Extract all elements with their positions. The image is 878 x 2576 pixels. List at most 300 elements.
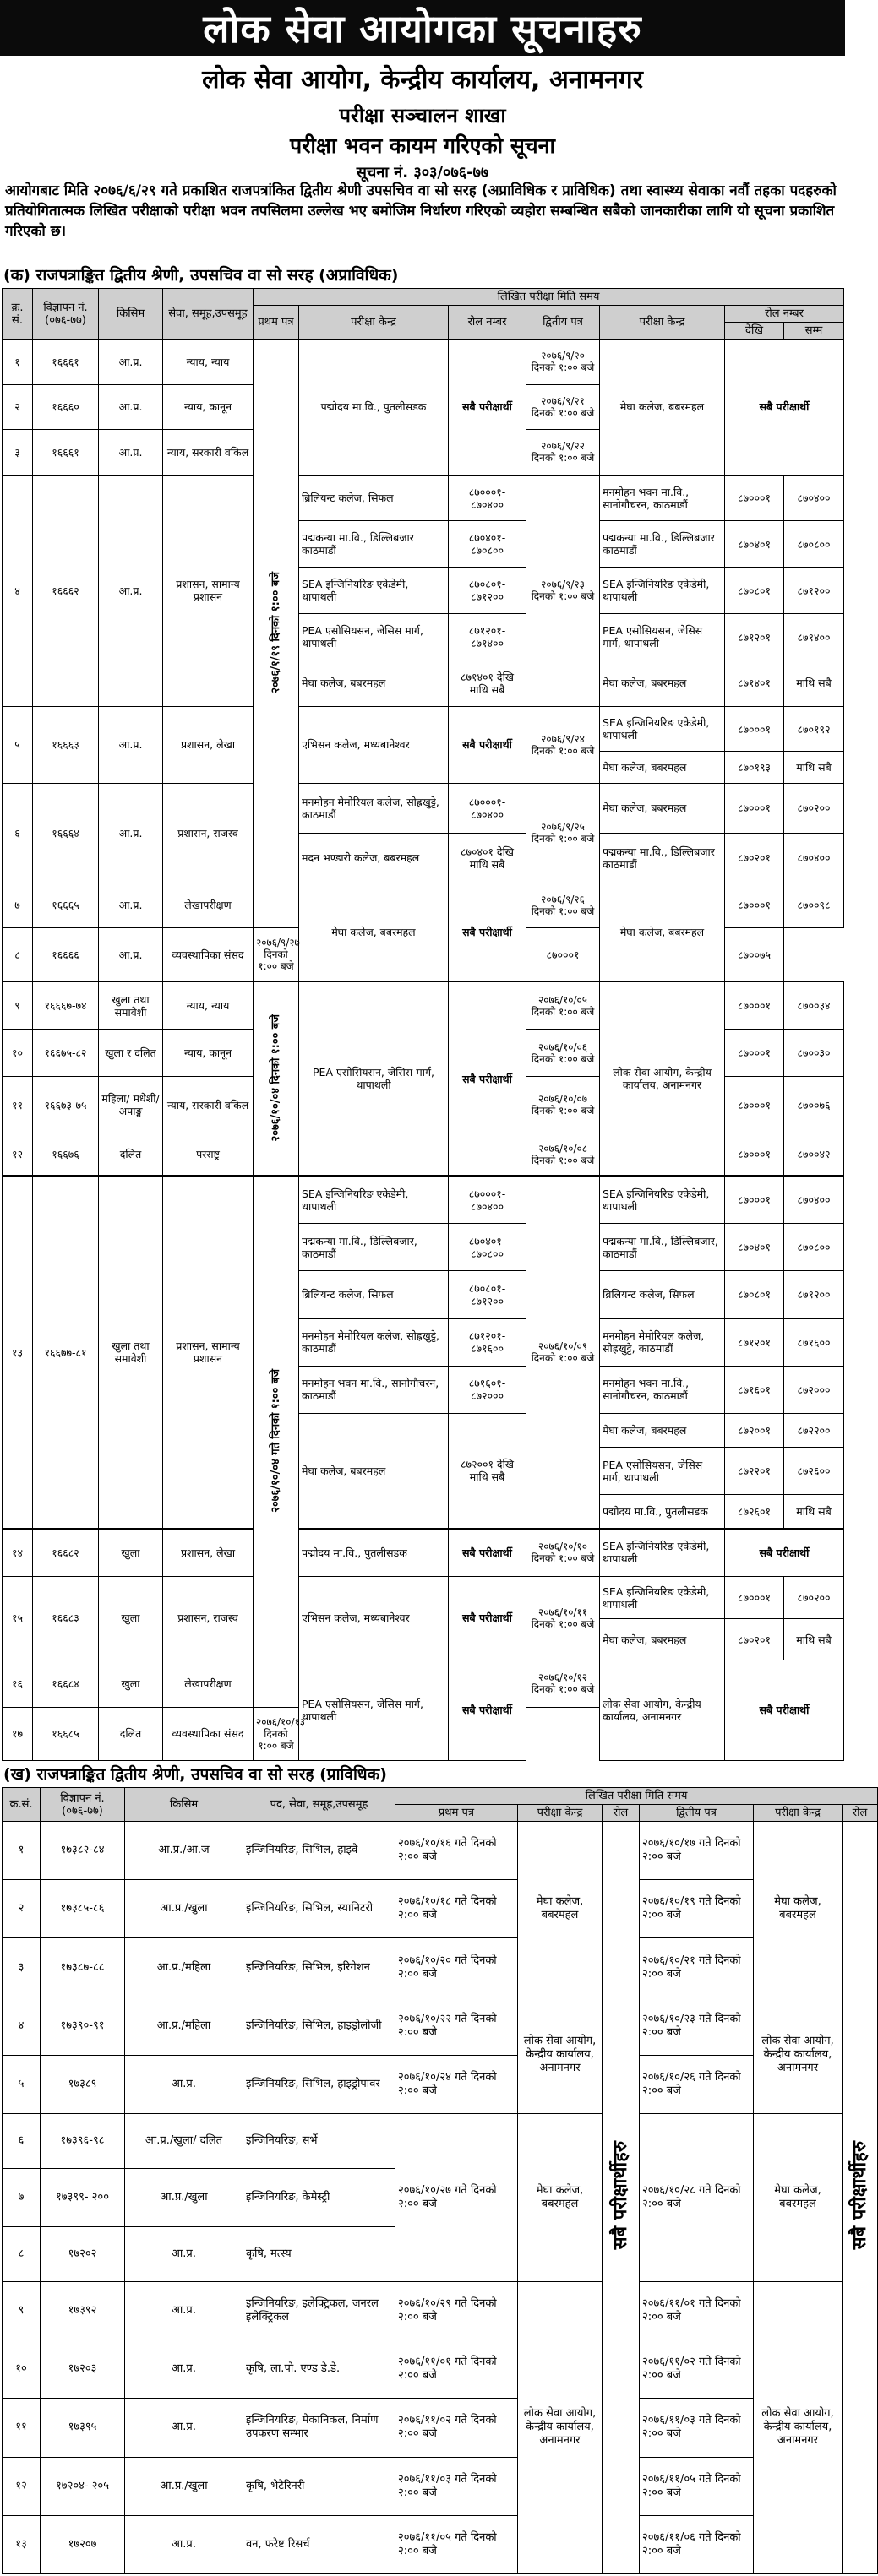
cell-roll-to: ८७००७६ bbox=[784, 1077, 844, 1133]
cell-roll-from: ८७०८०१ bbox=[725, 568, 784, 614]
cell-roll-to: ८७१४०० bbox=[784, 614, 844, 660]
cell-sn: १० bbox=[3, 2340, 41, 2399]
cell-center: मदन भण्डारी कलेज, बबरमहल bbox=[299, 833, 449, 883]
cell-center: पद्मोदय मा.वि., पुतलीसडक bbox=[299, 340, 449, 476]
cell-roll-from: ८७२६०१ bbox=[725, 1495, 784, 1529]
cell-roll2: सबै परीक्षार्थी bbox=[725, 1660, 844, 1760]
cell-paper2: २०७६/११/०१ गते दिनको २:०० बजे bbox=[640, 2281, 754, 2340]
cell-paper2: २०७६/१०/१३ दिनको १:०० बजे bbox=[254, 1707, 299, 1760]
cell-center: एभिसन कलेज, मध्यबानेश्वर bbox=[299, 1576, 449, 1660]
col-adv: विज्ञापन नं. (०७६-७७) bbox=[33, 289, 99, 340]
table-row bbox=[3, 2340, 878, 2399]
cell-roll: सबै परीक्षार्थी bbox=[449, 706, 526, 783]
cell-center: ब्रिलियन्ट कलेज, सिफल bbox=[299, 1271, 449, 1318]
cell-roll: सबै परीक्षार्थी bbox=[449, 981, 526, 1176]
cell-roll2: सबै परीक्षार्थी bbox=[725, 340, 844, 476]
col-adv: विज्ञापन नं. (०७६-७७) bbox=[41, 1788, 125, 1822]
col-roll-from: देखि bbox=[725, 323, 784, 340]
cell-paper2: २०७६/१०/१० दिनको १:०० बजे bbox=[526, 1529, 600, 1576]
cell-service: कृषि, ला.पो. एण्ड डे.डे. bbox=[243, 2340, 395, 2399]
cell-sn: १५ bbox=[3, 1576, 33, 1660]
cell-paper2: २०७६/१०/१७ गते दिनको २:०० बजे bbox=[640, 1822, 754, 1880]
cell-service: कृषि, भेटेरिनरी bbox=[243, 2457, 395, 2515]
cell-category: आ.प्र./खुला bbox=[125, 1880, 243, 1938]
cell-service: न्याय, न्याय bbox=[163, 340, 254, 385]
col-paper1: प्रथम पत्र bbox=[254, 306, 299, 340]
cell-center2: लोक सेवा आयोग, केन्द्रीय कार्यालय, अनामनगर bbox=[600, 1660, 725, 1760]
cell-adv: १७३८९ bbox=[41, 2055, 125, 2113]
cell-roll-from: ८७०००१ bbox=[725, 1029, 784, 1076]
cell-adv: १६६८२ bbox=[33, 1529, 99, 1576]
cell-service: प्रशासन, राजस्व bbox=[163, 1576, 254, 1660]
cell-category: आ.प्र. bbox=[125, 2340, 243, 2399]
cell-adv: १७३९२ bbox=[41, 2281, 125, 2340]
cell-paper2: २०७६/१०/१२ दिनको १:०० बजे bbox=[526, 1660, 600, 1707]
cell-service: प्रशासन, राजस्व bbox=[163, 783, 254, 883]
col-center2: परीक्षा केन्द्र bbox=[600, 306, 725, 340]
cell-roll-from: ८७०००१ bbox=[725, 1576, 784, 1619]
table-row bbox=[3, 2399, 878, 2457]
cell-sn: ३ bbox=[3, 1938, 41, 1997]
cell-adv: १६६८५ bbox=[33, 1707, 99, 1760]
cell-sn: ७ bbox=[3, 883, 33, 928]
cell-adv: १६६६७-७४ bbox=[33, 981, 99, 1029]
cell-sn: ७ bbox=[3, 2168, 41, 2226]
cell-center: मेघा कलेज, बबरमहल bbox=[299, 883, 449, 981]
band1-paper1 bbox=[254, 340, 299, 928]
cell-roll-from: ८७०८०१ bbox=[725, 1271, 784, 1318]
cell-category: खुला तथा समावेशी bbox=[99, 981, 163, 1029]
cell-roll-from: ८७१२०१ bbox=[725, 614, 784, 660]
cell-roll-to: ८७०४०० bbox=[784, 475, 844, 521]
cell-category: आ.प्र. bbox=[125, 2281, 243, 2340]
col-written-exam: लिखित परीक्षा मिति समय bbox=[254, 289, 844, 306]
cell-center2: पद्मोदय मा.वि., पुतलीसडक bbox=[600, 1495, 725, 1529]
cell-roll2: सबै परीक्षार्थी bbox=[725, 1529, 844, 1576]
cell-service: कृषि, मत्स्य bbox=[243, 2227, 395, 2282]
cell-adv: १६६७७-८१ bbox=[33, 1176, 99, 1529]
cell-service: इन्जिनियरिङ, सिभिल, हाइड्रोपावर bbox=[243, 2055, 395, 2113]
cell-center: SEA इन्जिनियरिङ एकेडेमी, थापाथली bbox=[299, 568, 449, 614]
cell-adv: १६६६४ bbox=[33, 783, 99, 883]
cell-roll-from: ८७२२०१ bbox=[725, 1448, 784, 1495]
cell-roll-from: ८७०००१ bbox=[725, 883, 784, 928]
table-row bbox=[3, 1822, 878, 1880]
col-center2: परीक्षा केन्द्र bbox=[754, 1805, 843, 1822]
cell-adv: १६६७३-७५ bbox=[33, 1077, 99, 1133]
cell-center2: मेघा कलेज, बबरमहल bbox=[600, 340, 725, 476]
cell-adv: १७३८२-८४ bbox=[41, 1822, 125, 1880]
cell-sn: २ bbox=[3, 1880, 41, 1938]
cell-sn: ६ bbox=[3, 783, 33, 883]
cell-service: न्याय, न्याय bbox=[163, 981, 254, 1029]
col-sn: क्र. सं. bbox=[3, 289, 33, 340]
cell-service: लेखापरीक्षण bbox=[163, 883, 254, 928]
cell-category: आ.प्र./खुला bbox=[125, 2168, 243, 2226]
cell-paper1: २०७६/१०/२२ गते दिनको २:०० बजे bbox=[395, 1997, 518, 2055]
col-category: किसिम bbox=[99, 289, 163, 340]
cell-paper1: २०७६/१०/२० गते दिनको २:०० बजे bbox=[395, 1938, 518, 1997]
cell-roll-to: ८७२२०० bbox=[784, 1413, 844, 1447]
col-paper2: द्वितीय पत्र bbox=[526, 306, 600, 340]
cell-center: पद्मोदय मा.वि., पुतलीसडक bbox=[299, 1529, 449, 1576]
cell-sn: ५ bbox=[3, 2055, 41, 2113]
cell-adv: १७३९६-९८ bbox=[41, 2114, 125, 2169]
cell-category: आ.प्र./खुला/ दलित bbox=[125, 2114, 243, 2169]
cell-service: न्याय, कानून bbox=[163, 1029, 254, 1076]
cell-roll-from: ८७१२०१ bbox=[725, 1318, 784, 1366]
roll-all-label: सबै परीक्षार्थीहरु bbox=[848, 2141, 870, 2250]
cell-center2: मेघा कलेज, बबरमहल bbox=[600, 660, 725, 707]
cell-center2: मेघा कलेज, बबरमहल bbox=[754, 1822, 843, 1997]
cell-service: परराष्ट्र bbox=[163, 1133, 254, 1177]
col-center: परीक्षा केन्द्र bbox=[299, 306, 449, 340]
notice-title: परीक्षा भवन कायम गरिएको सूचना bbox=[290, 133, 555, 158]
cell-paper2: २०७६/११/०३ गते दिनको २:०० बजे bbox=[640, 2399, 754, 2457]
cell-adv: १६६६१ bbox=[33, 340, 99, 385]
cell-service: इन्जिनियरिङ, सर्भे bbox=[243, 2114, 395, 2169]
cell-service: इन्जिनियरिङ, केमेस्ट्री bbox=[243, 2168, 395, 2226]
cell-paper1: २०७६/११/०१ गते दिनको २:०० बजे bbox=[395, 2340, 518, 2399]
cell-sn: १२ bbox=[3, 1133, 33, 1177]
cell-roll-from: ८७०२०१ bbox=[725, 833, 784, 883]
cell-adv: १७३९०-९१ bbox=[41, 1997, 125, 2055]
cell-sn: १६ bbox=[3, 1660, 33, 1707]
band2-paper1 bbox=[254, 981, 299, 1176]
col-category: किसिम bbox=[125, 1788, 243, 1822]
table-row bbox=[3, 1997, 878, 2055]
cell-adv: १६६८४ bbox=[33, 1660, 99, 1707]
cell-paper2: २०७६/११/०२ गते दिनको २:०० बजे bbox=[640, 2340, 754, 2399]
cell-category: खुला bbox=[99, 1576, 163, 1660]
cell-service: लेखापरीक्षण bbox=[163, 1660, 254, 1707]
cell-sn: ८ bbox=[3, 2227, 41, 2282]
col-roll2: रोल नम्बर bbox=[725, 306, 844, 323]
cell-service: न्याय, सरकारी वकिल bbox=[163, 1077, 254, 1133]
cell-center2: मेघा कलेज, बबरमहल bbox=[754, 2114, 843, 2282]
cell-sn: ४ bbox=[3, 475, 33, 706]
cell-service: प्रशासन, लेखा bbox=[163, 1529, 254, 1576]
branch-title: परीक्षा सञ्चालन शाखा bbox=[339, 104, 506, 128]
cell-paper2: २०७६/९/२० दिनको १:०० बजे bbox=[526, 340, 600, 385]
cell-roll-from: ८७०००१ bbox=[725, 706, 784, 752]
cell-roll-to: ८७१२०० bbox=[784, 568, 844, 614]
col-written-exam: लिखित परीक्षा मिति समय bbox=[395, 1788, 878, 1805]
cell-adv: १६६७६ bbox=[33, 1133, 99, 1177]
cell-roll: सबै परीक्षार्थी bbox=[449, 1529, 526, 1576]
cell-center2: SEA इन्जिनियरिङ एकेडेमी, थापाथली bbox=[600, 1529, 725, 1576]
notice-intro: आयोगबाट मिति २०७६/६/२९ गते प्रकाशित राजपत्रांकित द्वितीय श्रेणी उपसचिव वा सो सरह (अप्राविधिक र प्राविधिक) तथा स्वास्थ्य सेवाका नवौं तहका पदहरुको प्रतियोगितात्मक लिखित परीक्षाको परीक्षा भवन तपसिलमा उल्लेख भए बमोजिम निर्धारण गरिएको व्यहोरा सम्बन्धित सबैको जानकारीका लागि यो सूचना प्रकाशित गरिएको छ। bbox=[5, 182, 837, 240]
cell-roll: ८७२००१ देखि माथि सबै bbox=[449, 1413, 526, 1528]
cell-sn: १० bbox=[3, 1029, 33, 1076]
cell-sn: १ bbox=[3, 340, 33, 385]
cell-center2: मनमोहन भवन मा.वि., सानोगौचरन, काठमाडौं bbox=[600, 475, 725, 521]
cell-center: PEA एसोसियसन, जेसिस मार्ग, थापाथली bbox=[299, 1660, 449, 1760]
cell-roll-from: ८७०४०१ bbox=[725, 521, 784, 568]
cell-service: वन, फरेष्ट रिसर्च bbox=[243, 2515, 395, 2573]
cell-sn: ३ bbox=[3, 430, 33, 476]
table-row bbox=[3, 1529, 844, 1576]
cell-roll: ८७१४०१ देखि माथि सबै bbox=[449, 660, 526, 707]
cell-service: प्रशासन, सामान्य प्रशासन bbox=[163, 475, 254, 706]
cell-center: ब्रिलियन्ट कलेज, सिफल bbox=[299, 475, 449, 521]
cell-paper2: २०७६/१०/११ दिनको १:०० बजे bbox=[526, 1576, 600, 1660]
cell-service: न्याय, कानून bbox=[163, 384, 254, 430]
cell-paper2: २०७६/९/२५ दिनको १:०० बजे bbox=[526, 783, 600, 883]
cell-center2: SEA इन्जिनियरिङ एकेडेमी, थापाथली bbox=[600, 706, 725, 752]
cell-sn: १७ bbox=[3, 1707, 33, 1760]
cell-paper1: २०७६/१०/२४ गते दिनको २:०० बजे bbox=[395, 2055, 518, 2113]
cell-roll-to: ८७००३४ bbox=[784, 981, 844, 1029]
cell-adv: १७३९५ bbox=[41, 2399, 125, 2457]
cell-roll: ८७०८०१- ८७१२०० bbox=[449, 1271, 526, 1318]
cell-paper2: २०७६/१०/०६ दिनको १:०० बजे bbox=[526, 1029, 600, 1076]
cell-paper2: २०७६/१०/२६ गते दिनको २:०० बजे bbox=[640, 2055, 754, 2113]
cell-category: दलित bbox=[99, 1707, 163, 1760]
cell-category: खुला bbox=[99, 1529, 163, 1576]
table-row bbox=[3, 2055, 878, 2113]
cell-center: PEA एसोसियसन, जेसिस मार्ग, थापाथली bbox=[299, 981, 449, 1176]
cell-category: आ.प्र. bbox=[125, 2399, 243, 2457]
col-paper2: द्वितीय पत्र bbox=[640, 1805, 754, 1822]
cell-roll-from: ८७०००१ bbox=[725, 1176, 784, 1223]
band1-date: २०७६/१/१९ दिनको १:०० बजे bbox=[270, 571, 282, 693]
cell-roll: ८७१२०१- ८७१६०० bbox=[449, 1318, 526, 1366]
office-title: लोक सेवा आयोग, केन्द्रीय कार्यालय, अनामनगर bbox=[202, 65, 643, 95]
cell-sn: १२ bbox=[3, 2457, 41, 2515]
cell-adv: १६६६६ bbox=[33, 928, 99, 982]
table-row bbox=[3, 475, 844, 521]
cell-service: इन्जिनियरिङ, सिभिल, हाइवे bbox=[243, 1822, 395, 1880]
cell-adv: १७२०४- २०५ bbox=[41, 2457, 125, 2515]
cell-adv: १७३८५-८६ bbox=[41, 1880, 125, 1938]
cell-service: इन्जिनियरिङ, सिभिल, हाइड्रोलोजी bbox=[243, 1997, 395, 2055]
cell-adv: १६६६१ bbox=[33, 430, 99, 476]
cell-roll: ८७१२०१- ८७१४०० bbox=[449, 614, 526, 660]
cell-service: इन्जिनियरिङ, सिभिल, स्यानिटरी bbox=[243, 1880, 395, 1938]
cell-center2: SEA इन्जिनियरिङ एकेडेमी, थापाथली bbox=[600, 1176, 725, 1223]
cell-roll-to: ८७००७५ bbox=[725, 928, 784, 982]
cell-roll-from: ८७०००१ bbox=[725, 475, 784, 521]
table-row bbox=[3, 783, 844, 833]
cell-roll: ८७०८०१- ८७१२०० bbox=[449, 568, 526, 614]
table-row bbox=[3, 1880, 878, 1938]
col-roll2: रोल bbox=[843, 1805, 878, 1822]
cell-service: प्रशासन, लेखा bbox=[163, 706, 254, 783]
roll-all-label: सबै परीक्षार्थीहरु bbox=[609, 2141, 631, 2250]
cell-adv: १७३९९- २०० bbox=[41, 2168, 125, 2226]
cell-paper2: २०७६/१०/१९ गते दिनको २:०० बजे bbox=[640, 1880, 754, 1938]
cell-roll-to: ८७२६०० bbox=[784, 1448, 844, 1495]
cell-center2: लोक सेवा आयोग, केन्द्रीय कार्यालय, अनामनगर bbox=[754, 2281, 843, 2573]
cell-paper1: २०७६/११/०५ गते दिनको २:०० बजे bbox=[395, 2515, 518, 2573]
table-row bbox=[3, 1576, 844, 1619]
table-row bbox=[3, 706, 844, 752]
non-technical-table bbox=[2, 288, 844, 1761]
cell-roll-to: ८७००९८ bbox=[784, 883, 844, 928]
cell-sn: २ bbox=[3, 384, 33, 430]
band3-paper1 bbox=[254, 1176, 299, 1707]
cell-paper2: २०७६/१०/०८ दिनको १:०० बजे bbox=[526, 1133, 600, 1177]
cell-paper2: २०७६/९/२७ दिनको १:०० बजे bbox=[254, 928, 299, 982]
cell-center2: मेघा कलेज, बबरमहल bbox=[600, 752, 725, 783]
table-row bbox=[3, 883, 844, 928]
cell-roll-to: ८७०४०० bbox=[784, 1176, 844, 1223]
cell-roll-from: ८७१४०१ bbox=[725, 660, 784, 707]
cell-category: आ.प्र. bbox=[99, 783, 163, 883]
band2-date: २०७६/१०/०४ दिनको १:०० बजे bbox=[270, 1014, 282, 1142]
cell-sn: ४ bbox=[3, 1997, 41, 2055]
cell-sn: ८ bbox=[3, 928, 33, 982]
cell-center2: पद्मकन्या मा.वि., डिल्लिबजार काठमाडौं bbox=[600, 833, 725, 883]
cell-paper2: २०७६/१०/२३ गते दिनको २:०० बजे bbox=[640, 1997, 754, 2055]
cell-roll: ८७०००१- ८७०४०० bbox=[449, 475, 526, 521]
cell-sn: ९ bbox=[3, 2281, 41, 2340]
cell-roll-to: ८७०८०० bbox=[784, 1224, 844, 1271]
cell-category: आ.प्र. bbox=[125, 2227, 243, 2282]
col-sn: क्र.सं. bbox=[3, 1788, 41, 1822]
cell-center: पद्मकन्या मा.वि., डिल्लिबजार, काठमाडौं bbox=[299, 1224, 449, 1271]
cell-roll: ८७०४०१ देखि माथि सबै bbox=[449, 833, 526, 883]
cell-adv: १६६६५ bbox=[33, 883, 99, 928]
cell-center2: PEA एसोसियसन, जेसिस मार्ग, थापाथली bbox=[600, 1448, 725, 1495]
cell-center: मेघा कलेज, बबरमहल bbox=[299, 1413, 449, 1528]
cell-center: PEA एसोसियसन, जेसिस मार्ग, थापाथली bbox=[299, 614, 449, 660]
cell-roll: ८७१६०१- ८७२००० bbox=[449, 1366, 526, 1413]
cell-roll-from: ८७०००१ bbox=[526, 928, 600, 982]
col-service: सेवा, समूह,उपसमूह bbox=[163, 289, 254, 340]
cell-roll-from: ८७०४०१ bbox=[725, 1224, 784, 1271]
cell-category: खुला तथा समावेशी bbox=[99, 1176, 163, 1529]
cell-center2: SEA इन्जिनियरिङ एकेडेमी, थापाथली bbox=[600, 1576, 725, 1619]
cell-roll: ८७०००१- ८७०४०० bbox=[449, 1176, 526, 1223]
cell-paper2: २०७६/९/२४ दिनको १:०० बजे bbox=[526, 706, 600, 783]
cell-roll-from: ८७०००१ bbox=[725, 1077, 784, 1133]
table-row bbox=[3, 2457, 878, 2515]
cell-paper2: २०७६/१०/०५ दिनको १:०० बजे bbox=[526, 981, 600, 1029]
cell-roll: ८७०४०१- ८७०८०० bbox=[449, 1224, 526, 1271]
col-roll: रोल नम्बर bbox=[449, 306, 526, 340]
cell-center: मनमोहन मेमोरियल कलेज, सोह्रखुट्टे, काठमाडौं bbox=[299, 1318, 449, 1366]
cell-center: मेघा कलेज, बबरमहल bbox=[299, 660, 449, 707]
cell-roll: सबै परीक्षार्थी bbox=[449, 340, 526, 476]
cell-sn: ११ bbox=[3, 1077, 33, 1133]
cell-adv: १७२०२ bbox=[41, 2227, 125, 2282]
cell-roll: सबै परीक्षार्थी bbox=[449, 1576, 526, 1660]
cell-roll-to: ८७१२०० bbox=[784, 1271, 844, 1318]
cell-roll-to: ८७००३० bbox=[784, 1029, 844, 1076]
cell-center2: लोक सेवा आयोग, केन्द्रीय कार्यालय, अनामनगर bbox=[600, 981, 725, 1176]
cell-category: आ.प्र. bbox=[99, 706, 163, 783]
col-paper1: प्रथम पत्र bbox=[395, 1805, 518, 1822]
cell-center: लोक सेवा आयोग, केन्द्रीय कार्यालय, अनामनगर bbox=[518, 1997, 603, 2113]
cell-sn: १ bbox=[3, 1822, 41, 1880]
cell-paper1: २०७६/११/०३ गते दिनको २:०० बजे bbox=[395, 2457, 518, 2515]
cell-roll-from: ८७०००१ bbox=[725, 783, 784, 833]
cell-sn: १३ bbox=[3, 2515, 41, 2573]
cell-center: पद्मकन्या मा.वि., डिल्लिबजार काठमाडौं bbox=[299, 521, 449, 568]
cell-roll-from: ८७२००१ bbox=[725, 1413, 784, 1447]
cell-category: आ.प्र. bbox=[99, 430, 163, 476]
cell-adv: १७२०३ bbox=[41, 2340, 125, 2399]
table-row bbox=[3, 981, 844, 1029]
cell-category: आ.प्र./आ.ज bbox=[125, 1822, 243, 1880]
cell-category: आ.प्र./महिला bbox=[125, 1938, 243, 1997]
cell-adv: १६६८३ bbox=[33, 1576, 99, 1660]
cell-paper2: २०७६/१०/२१ गते दिनको २:०० बजे bbox=[640, 1938, 754, 1997]
cell-category: दलित bbox=[99, 1133, 163, 1177]
cell-adv: १७२०७ bbox=[41, 2515, 125, 2573]
cell-center2: लोक सेवा आयोग, केन्द्रीय कार्यालय, अनामनगर bbox=[754, 1997, 843, 2113]
cell-paper2: २०७६/११/०६ गते दिनको २:०० बजे bbox=[640, 2515, 754, 2573]
cell-center2: PEA एसोसियसन, जेसिस मार्ग, थापाथली bbox=[600, 614, 725, 660]
cell-category: आ.प्र. bbox=[99, 475, 163, 706]
notice-number: सूचना नं. ३०३/०७६-७७ bbox=[356, 164, 489, 182]
cell-sn: ६ bbox=[3, 2114, 41, 2169]
cell-sn: १४ bbox=[3, 1529, 33, 1576]
table-row bbox=[3, 2281, 878, 2340]
cell-adv: १६६६० bbox=[33, 384, 99, 430]
col-roll: रोल bbox=[603, 1805, 640, 1822]
cell-paper2: २०७६/१०/०७ दिनको १:०० बजे bbox=[526, 1077, 600, 1133]
table-row bbox=[3, 1176, 844, 1223]
cell-center2: ब्रिलियन्ट कलेज, सिफल bbox=[600, 1271, 725, 1318]
roll-all-2 bbox=[843, 1822, 878, 2574]
table-row bbox=[3, 1660, 844, 1707]
table-row bbox=[3, 1938, 878, 1997]
cell-service: इन्जिनियरिङ, सिभिल, इरिगेशन bbox=[243, 1938, 395, 1997]
cell-roll-from: ८७०१९३ bbox=[725, 752, 784, 783]
cell-center: मेघा कलेज, बबरमहल bbox=[518, 1822, 603, 1997]
cell-paper1: २०७६/१०/१८ गते दिनको २:०० बजे bbox=[395, 1880, 518, 1938]
col-service: पद, सेवा, समूह,उपसमूह bbox=[243, 1788, 395, 1822]
cell-center: एभिसन कलेज, मध्यबानेश्वर bbox=[299, 706, 449, 783]
cell-category: आ.प्र. bbox=[125, 2515, 243, 2573]
cell-roll-to: माथि सबै bbox=[784, 1619, 844, 1660]
cell-center2: पद्मकन्या मा.वि., डिल्लिबजार काठमाडौं bbox=[600, 521, 725, 568]
cell-category: आ.प्र. bbox=[99, 340, 163, 385]
cell-category: महिला/ मधेशी/ अपाङ्ग bbox=[99, 1077, 163, 1133]
table-row bbox=[3, 2114, 878, 2169]
cell-service: व्यवस्थापिका संसद bbox=[163, 1707, 254, 1760]
cell-roll-to: ८७०१९२ bbox=[784, 706, 844, 752]
cell-service: न्याय, सरकारी वकिल bbox=[163, 430, 254, 476]
cell-category: आ.प्र./महिला bbox=[125, 1997, 243, 2055]
cell-roll: सबै परीक्षार्थी bbox=[449, 883, 526, 981]
section-k-title: (क) राजपत्राङ्कित द्वितीय श्रेणी, उपसचिव वा सो सरह (अप्राविधिक) bbox=[3, 266, 399, 285]
cell-service: इन्जिनियरिङ, इलेक्ट्रिकल, जनरल इलेक्ट्रिकल bbox=[243, 2281, 395, 2340]
cell-sn: १३ bbox=[3, 1176, 33, 1529]
cell-roll-to: ८७०४०० bbox=[784, 833, 844, 883]
page-banner: लोक सेवा आयोगका सूचनाहरु bbox=[0, 0, 845, 56]
cell-roll: ८७०४०१- ८७०८०० bbox=[449, 521, 526, 568]
cell-center2: मेघा कलेज, बबरमहल bbox=[600, 1413, 725, 1447]
cell-category: खुला र दलित bbox=[99, 1029, 163, 1076]
table-row bbox=[3, 340, 844, 385]
cell-roll-to: माथि सबै bbox=[784, 660, 844, 707]
cell-sn: ५ bbox=[3, 706, 33, 783]
cell-center: लोक सेवा आयोग, केन्द्रीय कार्यालय, अनामनगर bbox=[518, 2281, 603, 2573]
table-row bbox=[3, 2515, 878, 2573]
cell-paper2: २०७६/९/२३ दिनको १:०० बजे bbox=[526, 475, 600, 706]
technical-table bbox=[2, 1787, 878, 2574]
cell-center2: मनमोहन मेमोरियल कलेज, सोह्रखुट्टे, काठमाडौं bbox=[600, 1318, 725, 1366]
cell-roll-to: ८७०८०० bbox=[784, 521, 844, 568]
cell-roll: सबै परीक्षार्थी bbox=[449, 1660, 526, 1760]
cell-service: प्रशासन, सामान्य प्रशासन bbox=[163, 1176, 254, 1529]
cell-paper2: २०७६/१०/२८ गते दिनको २:०० बजे bbox=[640, 2114, 754, 2282]
cell-sn: ११ bbox=[3, 2399, 41, 2457]
